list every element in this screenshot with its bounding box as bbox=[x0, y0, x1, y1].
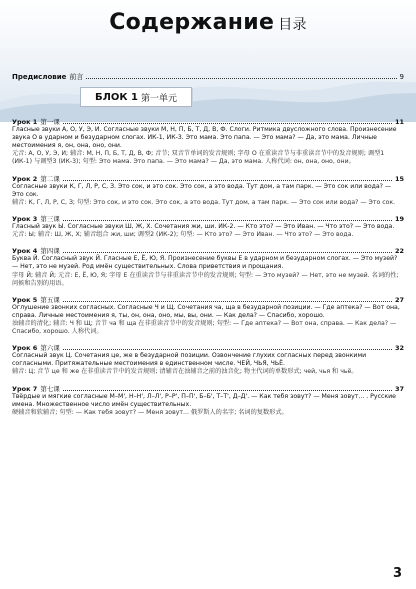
dot-leader bbox=[63, 385, 392, 391]
lesson-description-cn: 元音: А, О, У, Э, И; 辅音: М, Н, П, Б, Т, Д, В, Ф; 音节; 双音节单词的发音规则; 字母 О 在重读音节与非重读音节中的发音规则; 调型1 (ИК-1) 与调型3 (ИК-3); 句型: Это мама. Это папа. — Это мама? — Да, это мама. 人称代词: он, она, оно, они。 bbox=[12, 150, 385, 166]
lesson-description-cn: 硬辅音和软辅音; 句型: — Как тебя зовут? — Меня зовут... 俄罗斯人的名字; 名词的复数形式。 bbox=[12, 408, 288, 416]
block-cn: 第一单元 bbox=[141, 93, 178, 104]
dot-leader bbox=[63, 175, 392, 181]
lesson-description-cn: 辅音: К, Г, Л, Р, С, З; 句型: Это сок, и это сок. Это сок, а это вода. Тут дом, а там парк. — Это сок или вода? — Это сок. bbox=[12, 198, 396, 206]
lesson-description-cn: 元音: Ы; 辅音: Ш, Ж, Х; 辅音组合 жи, ши; 调型2 (ИК-2); 句型: — Кто это? — Это Иван. — Что это? — Это вода. bbox=[12, 231, 354, 239]
dot-leader bbox=[86, 72, 396, 79]
dot-leader bbox=[63, 215, 392, 221]
lesson-page: 22 bbox=[394, 247, 404, 256]
preface-entry[interactable] bbox=[12, 72, 404, 82]
lesson-description-ru: Буква Й. Согласный звук Й. Гласные Е, Ё, Ю, Я. Произнесение буквы Е в ударном и безударном слогах. — Это музей? — Нет, это не музей. Род имён существительных. Слова приветствия и прощания. bbox=[12, 255, 398, 271]
preface-cn: 前言 bbox=[69, 73, 84, 81]
lesson-entry[interactable] bbox=[12, 385, 404, 417]
lesson-cn-title: 第三课 bbox=[40, 214, 60, 223]
lesson-title: Урок 6 bbox=[12, 344, 38, 353]
lesson-description-ru: Оглушение звонких согласных. Согласные Ч и Щ. Сочетания ча, ща в безударной позиции. — Где аптека? — Вот она, справа. Личные местоимения я, ты, он, она, оно, мы, вы, они. — Как дела? — Спасибо, хорошо. bbox=[12, 303, 400, 319]
lessons-list bbox=[12, 118, 404, 425]
lesson-entry[interactable] bbox=[12, 215, 404, 239]
title-ru: Содержание bbox=[109, 10, 275, 35]
lesson-heading bbox=[12, 118, 404, 126]
lesson-page: 32 bbox=[394, 344, 404, 353]
lesson-description-ru: Согласный звук Ц. Сочетания це, же в безударной позиции. Озвончение глухих согласных перед звонкими согласными. Притяжательные местоимения в единственном числе. ЧЕЙ, ЧЬЯ, ЧЬЁ. bbox=[12, 352, 367, 368]
lesson-page: 19 bbox=[394, 214, 404, 223]
lesson-cn-title: 第五课 bbox=[40, 295, 60, 304]
lesson-cn-title: 第七课 bbox=[40, 384, 60, 393]
lesson-cn-title: 第六课 bbox=[40, 344, 60, 353]
lesson-page: 11 bbox=[394, 118, 404, 126]
lesson-title: Урок 3 bbox=[12, 214, 38, 223]
lesson-heading bbox=[12, 175, 404, 183]
lesson-description-cn: 浊辅音的清化; 辅音: Ч 和 Щ; 音节 ча 和 ща 在非重读音节中的发音规则; 句型: — Где аптека? — Вот она, справа. — Как дела? — Спасибо, хорошо. 人称代词。 bbox=[12, 319, 397, 336]
dot-leader bbox=[63, 344, 392, 350]
lesson-description-ru: Согласные звуки К, Г, Л, Р, С, З. Это сок, и это сок. Это сок, а это вода. Тут дом, а там парк. — Это сок или вода? — Это сок. bbox=[12, 182, 392, 198]
preface-page: 9 bbox=[399, 73, 404, 81]
block-heading bbox=[80, 87, 192, 107]
lesson-heading bbox=[12, 215, 404, 223]
lesson-page: 15 bbox=[394, 174, 404, 183]
dot-leader bbox=[63, 296, 392, 302]
title-cn: 目录 bbox=[278, 17, 307, 33]
preface-label: Предисловие bbox=[12, 73, 67, 81]
lesson-entry[interactable] bbox=[12, 175, 404, 207]
lesson-entry[interactable] bbox=[12, 247, 404, 287]
lesson-entry[interactable] bbox=[12, 344, 404, 376]
lesson-description-ru: Твёрдые и мягкие согласные М–М', Н–Н', Л–Л', Р–Р', П–П', Б–Б', Т–Т', Д–Д'. — Как тебя зовут? — Меня зовут... . Русские имена. Множественное число имён существительных. bbox=[12, 392, 396, 408]
lesson-entry[interactable] bbox=[12, 296, 404, 336]
block-label: БЛОК 1 bbox=[94, 91, 139, 103]
lesson-page: 27 bbox=[394, 295, 404, 304]
lesson-description-ru: Гласный звук Ы. Согласные звуки Ш, Ж, Х. Сочетания жи, ши. ИК-2. — Кто это? — Это Иван. — Что это? — Это вода. bbox=[12, 223, 395, 231]
lesson-title: Урок 2 bbox=[12, 174, 38, 183]
page-number: 3 bbox=[392, 566, 402, 581]
dot-leader bbox=[63, 247, 392, 253]
lesson-description-cn: 辅音: Ц; 音节 це 和 же 在非重读音节中的发音规则; 清辅音在浊辅音之前的浊音化; 物主代词的单数形式; чей, чья 和 чьё。 bbox=[12, 368, 358, 376]
lesson-heading bbox=[12, 385, 404, 393]
decorative-wave bbox=[0, 62, 416, 122]
lesson-title: Урок 7 bbox=[12, 384, 38, 393]
lesson-title: Урок 1 bbox=[12, 118, 38, 126]
lesson-description-ru: Гласные звуки А, О, У, Э, И. Согласные звуки М, Н, П, Б, Т, Д, В, Ф. Слоги. Ритмика двусложного слова. Произнесение звука О в ударном и безударном слогах. ИК-1, ИК-3. Это мама. Это папа. — Это мама? — Да, это мама. Личные местоимения я, он, она, оно, они. bbox=[12, 126, 397, 150]
lesson-page: 37 bbox=[394, 384, 404, 393]
lesson-entry[interactable] bbox=[12, 118, 404, 167]
page-title bbox=[0, 10, 416, 35]
lesson-cn-title: 第四课 bbox=[40, 247, 60, 256]
lesson-title: Урок 4 bbox=[12, 247, 38, 256]
dot-leader bbox=[63, 118, 392, 124]
lesson-heading bbox=[12, 296, 404, 304]
lesson-title: Урок 5 bbox=[12, 295, 38, 304]
lesson-description-cn: 字母 Й; 辅音 Й; 元音: Е, Ё, Ю, Я; 字母 Е 在重读音节与非重读音节中的发音规则; 句型: — Это музей? — Нет, это не музей. 名词的性; 问候和告别的用语。 bbox=[12, 271, 399, 287]
lesson-cn-title: 第一课 bbox=[40, 118, 60, 126]
lesson-cn-title: 第二课 bbox=[40, 174, 60, 183]
